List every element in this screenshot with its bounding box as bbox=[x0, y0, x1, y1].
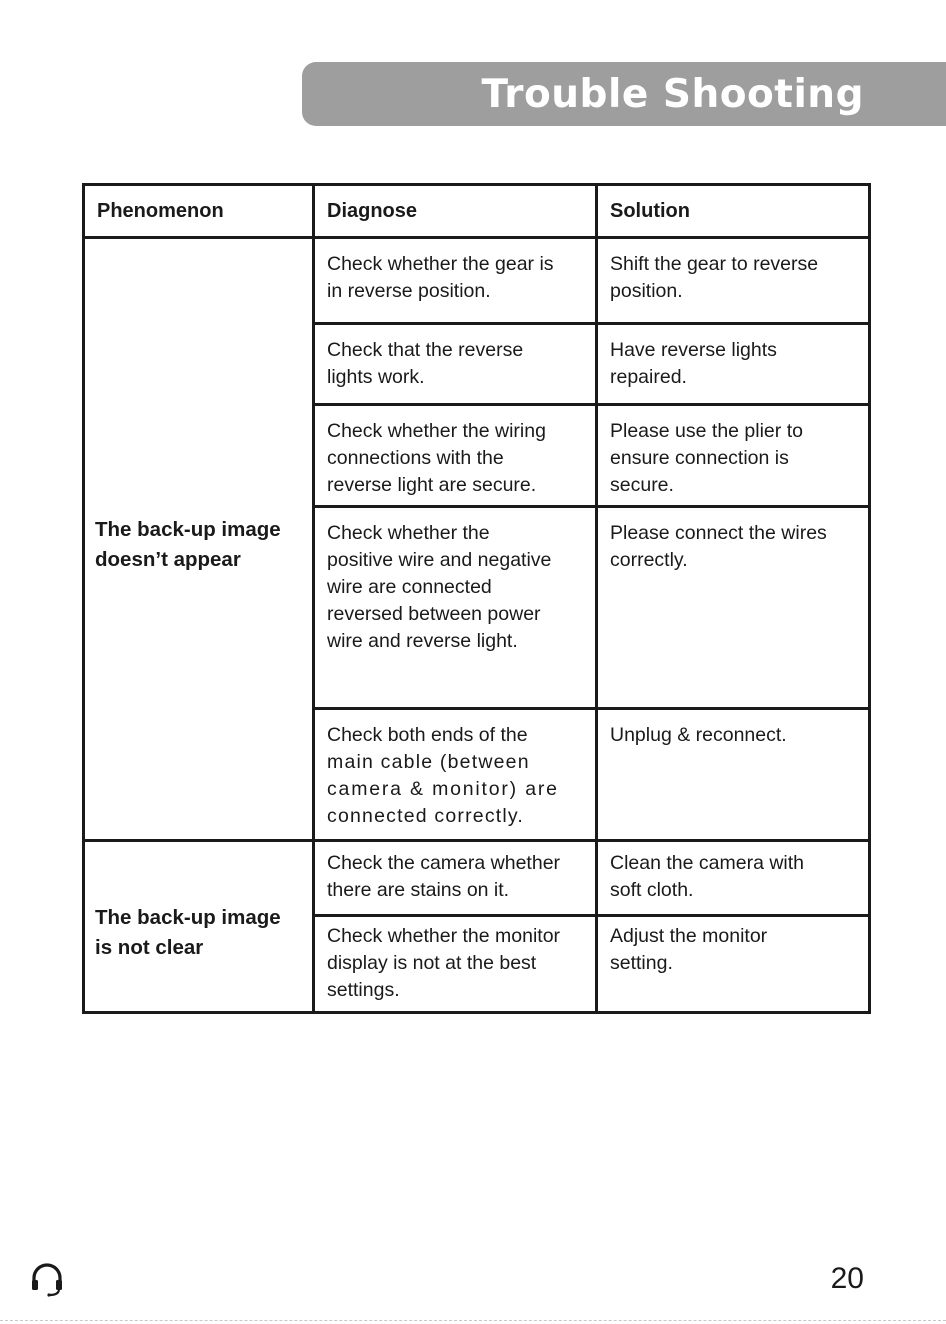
diagnose-cell bbox=[314, 916, 597, 1013]
solution-line: Clean the camera with bbox=[610, 852, 805, 874]
solution-line: ensure connection is bbox=[610, 447, 789, 469]
table-header-row bbox=[84, 185, 870, 238]
phenomenon-line: The back-up image bbox=[95, 518, 281, 541]
solution-line: correctly. bbox=[610, 549, 688, 571]
diagnose-line: camera & monitor) are bbox=[327, 778, 559, 800]
troubleshooting-table bbox=[82, 183, 871, 1014]
solution-line: Have reverse lights bbox=[610, 339, 777, 361]
solution-line: Shift the gear to reverse bbox=[610, 253, 819, 275]
title-banner bbox=[302, 62, 946, 126]
diagnose-line: Check whether the bbox=[327, 522, 490, 544]
diagnose-line: Check whether the monitor bbox=[327, 925, 561, 947]
diagnose-line: display is not at the best bbox=[327, 952, 537, 974]
diagnose-line: settings. bbox=[327, 979, 400, 1001]
headset-icon bbox=[30, 1263, 64, 1297]
diagnose-line: Check the camera whether bbox=[327, 852, 561, 874]
page-title: Trouble Shooting bbox=[481, 71, 864, 117]
diagnose-cell bbox=[314, 405, 597, 507]
solution-line: soft cloth. bbox=[610, 879, 694, 901]
header-phenomenon: Phenomenon bbox=[84, 185, 314, 238]
diagnose-line: main cable (between bbox=[327, 751, 530, 773]
solution-line: repaired. bbox=[610, 366, 687, 388]
table-row bbox=[84, 238, 870, 324]
diagnose-line: reverse light are secure. bbox=[327, 474, 537, 496]
diagnose-line: connections with the bbox=[327, 447, 504, 469]
solution-cell bbox=[597, 709, 870, 841]
diagnose-cell bbox=[314, 841, 597, 916]
diagnose-line: Check that the reverse bbox=[327, 339, 524, 361]
header-solution: Solution bbox=[597, 185, 870, 238]
solution-line: secure. bbox=[610, 474, 674, 496]
solution-line: Please connect the wires bbox=[610, 522, 827, 544]
solution-cell bbox=[597, 324, 870, 405]
diagnose-cell bbox=[314, 324, 597, 405]
diagnose-line: Check whether the wiring bbox=[327, 420, 546, 442]
diagnose-line: wire and reverse light. bbox=[327, 630, 518, 652]
solution-cell bbox=[597, 238, 870, 324]
diagnose-line: in reverse position. bbox=[327, 280, 491, 302]
solution-line: Unplug & reconnect. bbox=[610, 724, 787, 746]
diagnose-line: wire are connected bbox=[327, 576, 492, 598]
diagnose-cell bbox=[314, 709, 597, 841]
phenomenon-line: doesn’t appear bbox=[95, 548, 241, 571]
diagnose-line: reversed between power bbox=[327, 603, 541, 625]
phenomenon-line: The back-up image bbox=[95, 905, 281, 929]
diagnose-line: positive wire and negative bbox=[327, 549, 552, 571]
table-row bbox=[84, 841, 870, 916]
diagnose-line: there are stains on it. bbox=[327, 879, 510, 901]
solution-cell bbox=[597, 507, 870, 709]
diagnose-line: connected correctly. bbox=[327, 805, 525, 827]
diagnose-line: Check both ends of the bbox=[327, 724, 528, 746]
bottom-divider bbox=[0, 1320, 946, 1322]
diagnose-cell bbox=[314, 507, 597, 709]
solution-line: Please use the plier to bbox=[610, 420, 803, 442]
solution-line: Adjust the monitor bbox=[610, 925, 768, 947]
solution-cell bbox=[597, 916, 870, 1013]
diagnose-cell bbox=[314, 238, 597, 324]
solution-line: setting. bbox=[610, 952, 673, 974]
phenomenon-cell bbox=[84, 841, 314, 1013]
diagnose-line: Check whether the gear is bbox=[327, 253, 554, 275]
solution-line: position. bbox=[610, 280, 683, 302]
header-diagnose: Diagnose bbox=[314, 185, 597, 238]
phenomenon-line: is not clear bbox=[95, 935, 204, 959]
page-number: 20 bbox=[830, 1262, 864, 1295]
solution-cell bbox=[597, 405, 870, 507]
phenomenon-cell bbox=[84, 238, 314, 841]
diagnose-line: lights work. bbox=[327, 366, 425, 388]
solution-cell bbox=[597, 841, 870, 916]
